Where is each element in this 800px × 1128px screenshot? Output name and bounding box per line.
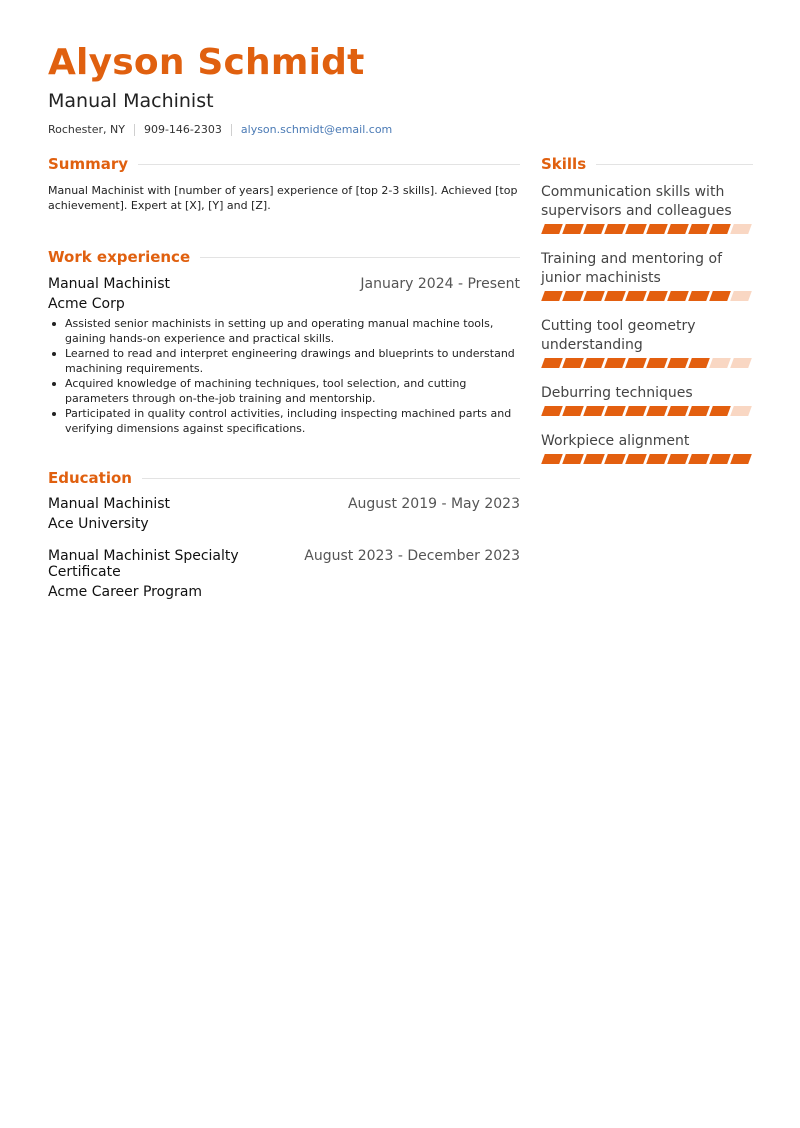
- skill-segment-filled: [625, 406, 647, 416]
- skill-segment-filled: [583, 291, 605, 301]
- skill-segment-filled: [730, 454, 752, 464]
- skill-segment-filled: [667, 358, 689, 368]
- skill-segment-filled: [688, 358, 710, 368]
- skill-segment-filled: [646, 358, 668, 368]
- job-bullets: [48, 316, 520, 436]
- bullet-item: Assisted senior machinists in setting up and operating manual machine tools, gaining hands-on experience and practical skills.: [48, 316, 520, 346]
- contact-divider: [134, 124, 135, 136]
- skill-segment-filled: [646, 291, 668, 301]
- skill-segment-filled: [709, 406, 731, 416]
- summary-section: [48, 153, 520, 213]
- skill-segment-filled: [625, 224, 647, 234]
- candidate-title: Manual Machinist: [48, 90, 214, 112]
- skill-name: Workpiece alignment: [541, 433, 690, 449]
- contact-email-link[interactable]: alyson.schmidt@email.com: [240, 123, 393, 136]
- skill-segment-filled: [541, 224, 563, 234]
- skills-heading: [541, 153, 753, 175]
- section-title: Education: [48, 469, 132, 487]
- contact-divider: [231, 124, 232, 136]
- candidate-name: Alyson Schmidt: [48, 42, 365, 83]
- section-title: Summary: [48, 155, 129, 173]
- skill-name: Cutting tool geometry understanding: [541, 318, 696, 353]
- contact-phone: 909-146-2303: [143, 123, 222, 136]
- summary-heading: [48, 153, 520, 175]
- section-title: Skills: [541, 155, 587, 173]
- work-entry-header: [48, 276, 520, 292]
- resume-header: [48, 40, 752, 137]
- side-column: [541, 153, 753, 464]
- skill-segment-filled: [604, 454, 626, 464]
- skill-segment-filled: [583, 406, 605, 416]
- skill-segment-filled: [667, 291, 689, 301]
- skill-segment-empty: [730, 358, 752, 368]
- skill-segment-filled: [667, 224, 689, 234]
- skill-segment-filled: [646, 454, 668, 464]
- job-title: Manual Machinist: [48, 276, 170, 292]
- education-entry: [48, 496, 520, 532]
- skill-item: [541, 384, 753, 416]
- skill-segment-filled: [688, 291, 710, 301]
- education-entry-header: [48, 548, 520, 580]
- skill-level-bar: [541, 406, 753, 416]
- skill-name: Communication skills with supervisors and colleagues: [541, 184, 732, 219]
- skill-segment-filled: [604, 406, 626, 416]
- skill-segment-filled: [604, 224, 626, 234]
- skill-segment-filled: [625, 358, 647, 368]
- education-entry: [48, 548, 520, 600]
- bullet-item: Learned to read and interpret engineering drawings and blueprints to understand machining requirements.: [48, 346, 520, 376]
- section-divider: [138, 164, 520, 165]
- skill-level-bar: [541, 454, 753, 464]
- bullet-item: Acquired knowledge of machining techniques, tool selection, and cutting parameters through on-the-job training and mentorship.: [48, 376, 520, 406]
- education-section: [48, 467, 520, 600]
- skill-segment-filled: [562, 358, 584, 368]
- bullet-item: Participated in quality control activities, including inspecting machined parts and verifying dimensions against specifications.: [48, 406, 520, 436]
- section-divider: [596, 164, 753, 165]
- skill-segment-filled: [667, 406, 689, 416]
- skill-segment-filled: [709, 454, 731, 464]
- skill-level-bar: [541, 291, 753, 301]
- skill-segment-filled: [604, 358, 626, 368]
- skill-segment-filled: [688, 454, 710, 464]
- skill-name: Training and mentoring of junior machinists: [541, 251, 723, 286]
- skill-segment-empty: [730, 291, 752, 301]
- section-divider: [142, 478, 520, 479]
- skill-segment-empty: [730, 406, 752, 416]
- skill-segment-filled: [562, 224, 584, 234]
- contact-location: Rochester, NY: [48, 123, 125, 136]
- job-dates: January 2024 - Present: [360, 276, 520, 292]
- contact-line: [48, 123, 752, 137]
- work-heading: [48, 246, 520, 268]
- skill-segment-filled: [625, 291, 647, 301]
- education-heading: [48, 467, 520, 489]
- work-experience-section: [48, 246, 520, 436]
- summary-text: Manual Machinist with [number of years] experience of [top 2-3 skills]. Achieved [top achievement]. Expert at [X], [Y] and [Z].: [48, 184, 518, 212]
- skill-name: Deburring techniques: [541, 385, 693, 401]
- skill-segment-filled: [625, 454, 647, 464]
- skill-segment-filled: [562, 291, 584, 301]
- skill-segment-filled: [646, 224, 668, 234]
- main-column: [48, 153, 520, 600]
- education-dates: August 2019 - May 2023: [347, 496, 520, 512]
- employer: Acme Corp: [48, 296, 125, 312]
- education-dates: August 2023 - December 2023: [304, 548, 520, 564]
- skill-segment-filled: [583, 454, 605, 464]
- skill-item: [541, 183, 753, 234]
- degree-title: Manual Machinist Specialty Certificate: [48, 548, 239, 580]
- skill-segment-filled: [562, 454, 584, 464]
- skill-segment-filled: [667, 454, 689, 464]
- section-divider: [200, 257, 520, 258]
- skill-segment-filled: [709, 224, 731, 234]
- skill-segment-empty: [709, 358, 731, 368]
- education-entry-header: [48, 496, 520, 512]
- skill-segment-filled: [562, 406, 584, 416]
- skill-segment-filled: [604, 291, 626, 301]
- skill-segment-filled: [541, 406, 563, 416]
- institution: Ace University: [48, 516, 149, 532]
- skill-segment-filled: [709, 291, 731, 301]
- skill-item: [541, 250, 753, 301]
- skill-segment-filled: [541, 291, 563, 301]
- work-entry: [48, 276, 520, 436]
- skill-item: [541, 317, 753, 368]
- skill-segment-filled: [646, 406, 668, 416]
- skill-item: [541, 432, 753, 464]
- skill-segment-filled: [541, 358, 563, 368]
- degree-title: Manual Machinist: [48, 496, 170, 512]
- skill-level-bar: [541, 224, 753, 234]
- institution: Acme Career Program: [48, 584, 203, 600]
- skill-level-bar: [541, 358, 753, 368]
- skill-segment-empty: [730, 224, 752, 234]
- skills-list: [541, 183, 753, 464]
- skill-segment-filled: [541, 454, 563, 464]
- section-title: Work experience: [48, 248, 191, 266]
- skill-segment-filled: [583, 224, 605, 234]
- skill-segment-filled: [688, 406, 710, 416]
- skill-segment-filled: [583, 358, 605, 368]
- skill-segment-filled: [688, 224, 710, 234]
